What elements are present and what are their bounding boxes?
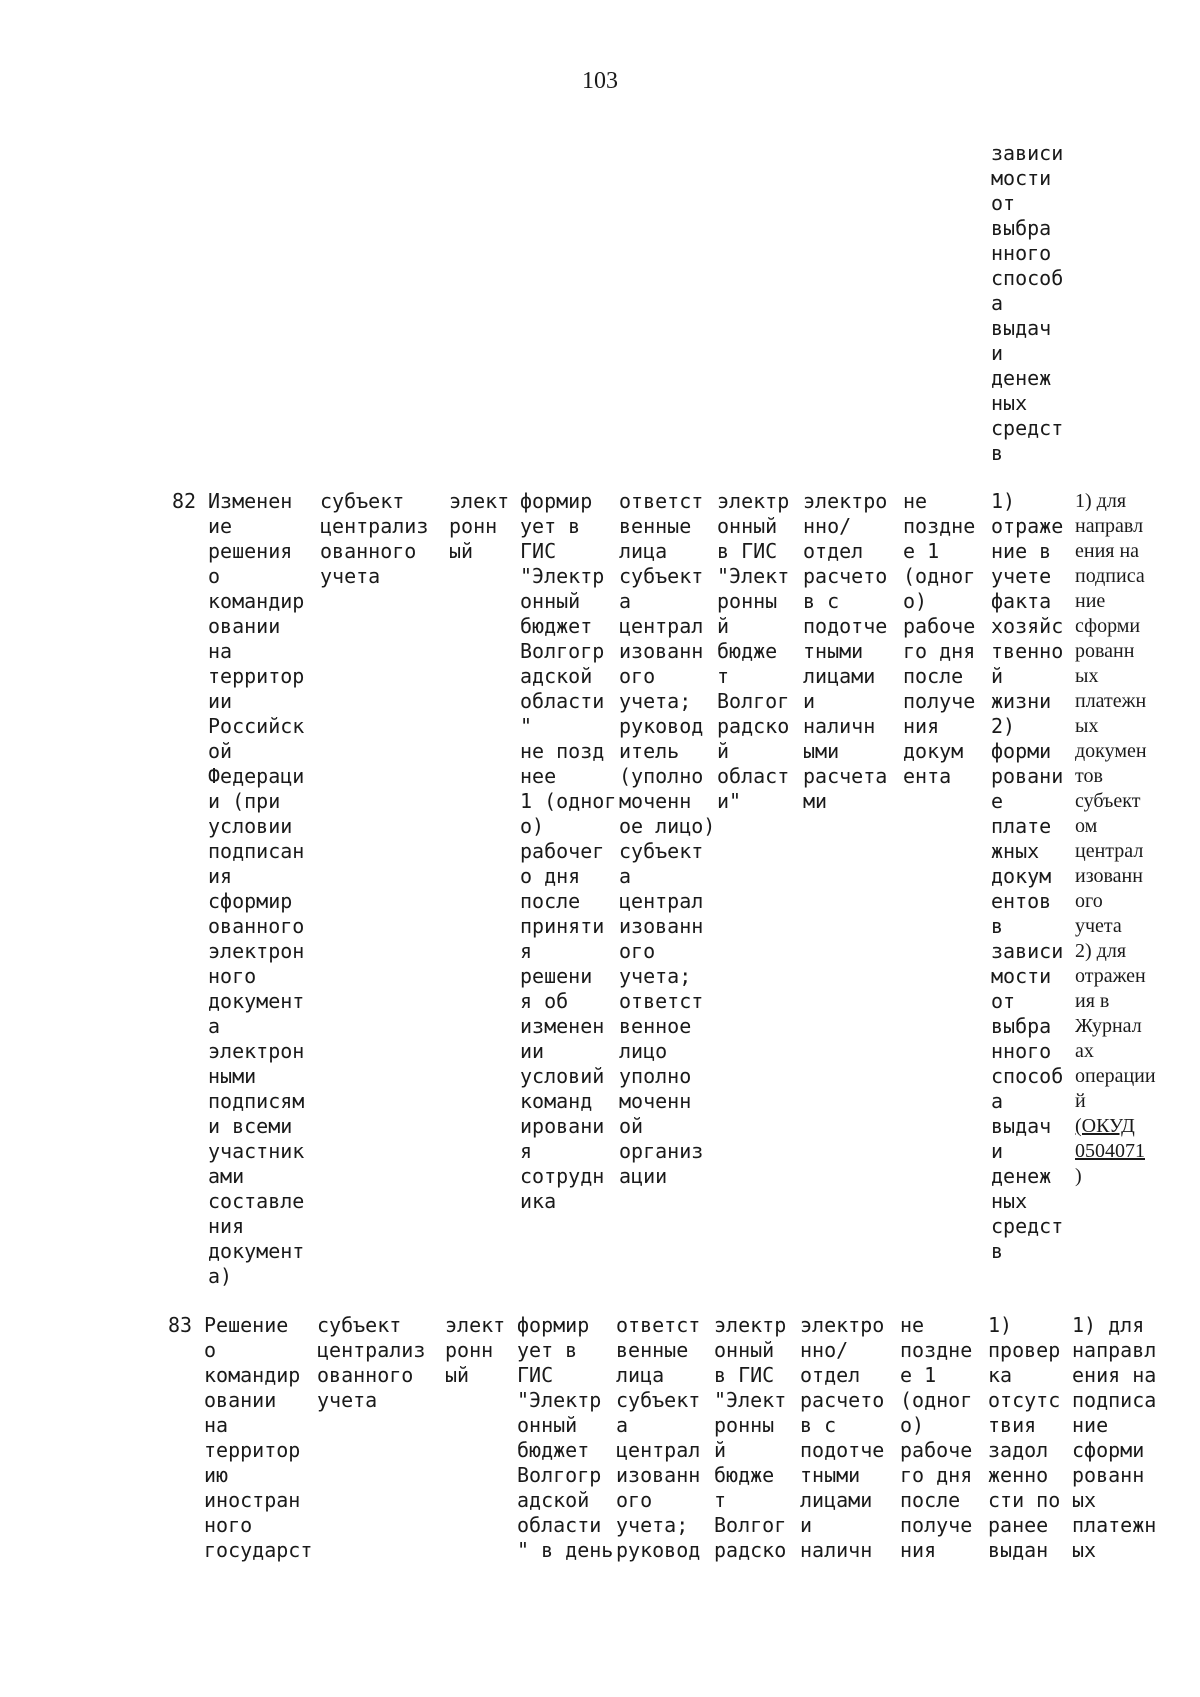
purpose-tail: ) (1075, 1165, 1082, 1187)
page-number: 103 (582, 68, 618, 94)
cell-recipient: электро нно/ отдел расчето в с подотче тными лицами и наличн (800, 1313, 885, 1562)
cell-performer: субъект централиз ованного учета (317, 1313, 426, 1412)
cell-performer: субъект централиз ованного учета (320, 489, 429, 588)
cell-term: не поздне е 1 (одног о) рабоче го дня после получе ния (900, 1313, 973, 1562)
cell-signers: ответст венные лица субъект а централ изованн ого учета; руковод итель (уполно моченн ое лицо) субъект а централ изованн ого учета; ответст венное лицо уполно моченн ой организ ации (619, 489, 716, 1188)
cell-signers: ответст венные лица субъект а централ изованн ого учета; руковод (616, 1313, 701, 1562)
cell-operation-name: Изменен ие решения о командир овании на территор ии Российск ой Федераци и (при условии подписан ия сформир ованного электрон ного документ а электрон ными подписям и всеми участник ами составле ния документ а) (208, 489, 305, 1288)
cell-recipient: электро нно/ отдел расчето в с подотче тными лицами и наличн ыми расчета ми (803, 489, 888, 813)
cell-purpose (1075, 489, 1156, 1189)
cell-processing: 1) отраже ние в учете факта хозяйс твенно й жизни 2) форми ровани е плате жных докум ентов в зависи мости от выбра нного способ а выдач и денеж ных средст в (991, 489, 1064, 1263)
cell-purpose: 1) для направл ения на подписа ние сформи рованн ых платежн ых (1072, 1313, 1157, 1562)
cell-processing: 1) провер ка отсутс твия задол женно сти по ранее выдан (988, 1313, 1061, 1562)
row-number: 83 (168, 1313, 193, 1337)
cell-operation-name: Решение о командир овании на территор ию иностран ного государст (204, 1313, 313, 1562)
cell-form: элект ронн ый (445, 1313, 506, 1387)
row-number: 82 (172, 489, 197, 513)
cell-form: элект ронн ый (449, 489, 510, 563)
cell-term: не поздне е 1 (одног о) рабоче го дня после получе ния докум ента (903, 489, 976, 788)
cell-transfer-method: электр онный в ГИС "Элект ронны й бюдже т Волгог радско (714, 1313, 787, 1562)
cell-deadline-action: формир ует в ГИС "Электр онный бюджет Волгогр адской области " не позд нее 1 (одног о) рабочег о дня после приняти я решени я об изменен ии условий команд ировани я сотрудн ика (520, 489, 617, 1213)
continuation-cell: зависи мости от выбра нного способ а выдач и денеж ных средст в (991, 141, 1064, 465)
okud-reference: (ОКУД 0504071 (1075, 1115, 1145, 1162)
cell-transfer-method: электр онный в ГИС "Элект ронны й бюдже т Волгог радско й област и" (717, 489, 790, 813)
cell-deadline-action: формир ует в ГИС "Электр онный бюджет Волгогр адской области " в день (517, 1313, 614, 1562)
purpose-text: 1) для направл ения на подписа ние сформи рованн ых платежн ых докумен тов субъект ом централ изованн ого учета 2) для отражен ия в Журнал ах операции й (1075, 490, 1156, 1112)
